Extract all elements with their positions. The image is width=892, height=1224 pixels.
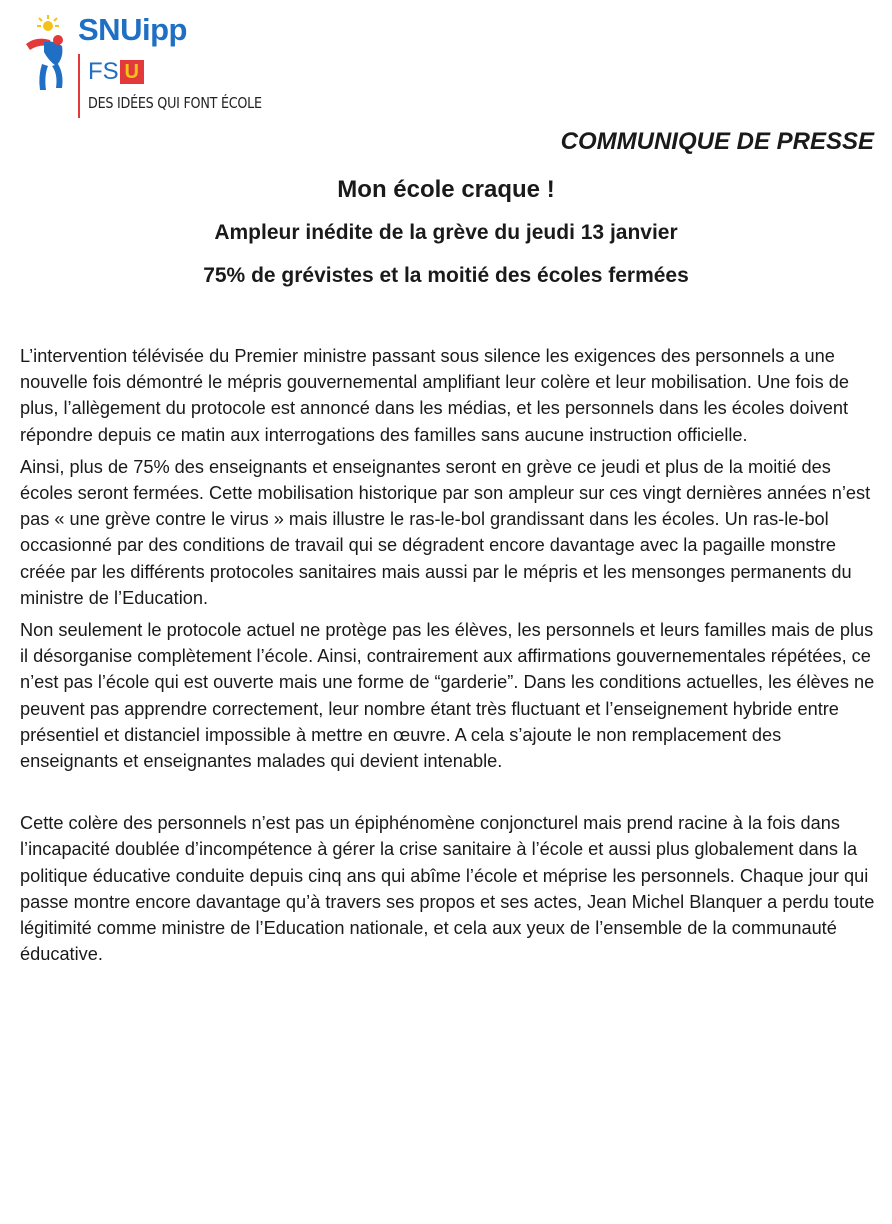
logo-wordmark: SNUipp <box>78 12 187 47</box>
logo-fsu-mark: U <box>120 60 144 84</box>
page-title: Mon école craque ! <box>337 176 555 203</box>
body-paragraph: Cette colère des personnels n’est pas un épiphénomène conjoncturel mais prend racine à la fois dans l’incapacité doublée d’incompétence à gérer la crise sanitaire à l’école et aussi plus globalement dans la politique éducative conduite depuis cinq ans qui abîme l’école et méprise les personnels. Chaque jour qui passe montre encore davantage qu’à travers ses propos et ses actes, Jean Michel Blanquer a perdu toute légitimité comme ministre de l’Education nationale, et cela aux yeux de l’ensemble de la communauté éducative. <box>20 813 875 965</box>
child-figure-icon <box>22 14 72 94</box>
logo-fsu-letters: FS <box>88 58 119 85</box>
logo-tagline: DES IDÉES QUI FONT ÉCOLE <box>88 94 262 112</box>
snuipp-fsu-logo <box>22 10 302 120</box>
subtitle-strike-figures: 75% de grévistes et la moitié des écoles fermées <box>203 264 689 287</box>
body-paragraph: Non seulement le protocole actuel ne protège pas les élèves, les personnels et leurs familles mais de plus il désorganise complètement l’école. Ainsi, contrairement aux affirmations gouvernementales répétées, ce n’est pas l’école qui est ouverte mais une forme de “garderie”. Dans les conditions actuelles, les élèves ne peuvent pas apprendre correctement, leur nombre étant très fluctuant et l’enseignement hybride entre présentiel et distanciel impossible à mettre en œuvre. A cela s’ajoute le non remplacement des enseignants et enseignantes malades qui devient intenable. <box>20 620 875 772</box>
body-paragraph: L’intervention télévisée du Premier ministre passant sous silence les exigences des personnels a une nouvelle fois démontré le mépris gouvernemental amplifiant leur colère et leur mobilisation. Une fois de plus, l’allègement du protocole est annoncé dans les médias, et les personnels dans les écoles doivent répondre depuis ce matin aux interrogations des familles sans aucune instruction officielle. <box>20 346 849 445</box>
subtitle-strike-scale: Ampleur inédite de la grève du jeudi 13 janvier <box>214 221 678 244</box>
logo-fsu <box>78 57 144 87</box>
press-release-kicker: COMMUNIQUE DE PRESSE <box>560 128 874 155</box>
body-paragraph: Ainsi, plus de 75% des enseignants et enseignantes seront en grève ce jeudi et plus de la moitié des écoles seront fermées. Cette mobilisation historique par son ampleur sur ces vingt dernières années n’est pas « une grève contre le virus » mais illustre le ras-le-bol grandissant dans les écoles. Un ras-le-bol occasionné par des conditions de travail qui se dégradent encore davantage avec la pagaille monstre créée par les différents protocoles sanitaires mais aussi par le mépris et les mensonges permanents du ministre de l’Education. <box>20 456 871 608</box>
star-icon <box>37 15 59 31</box>
press-release-body <box>20 343 878 973</box>
